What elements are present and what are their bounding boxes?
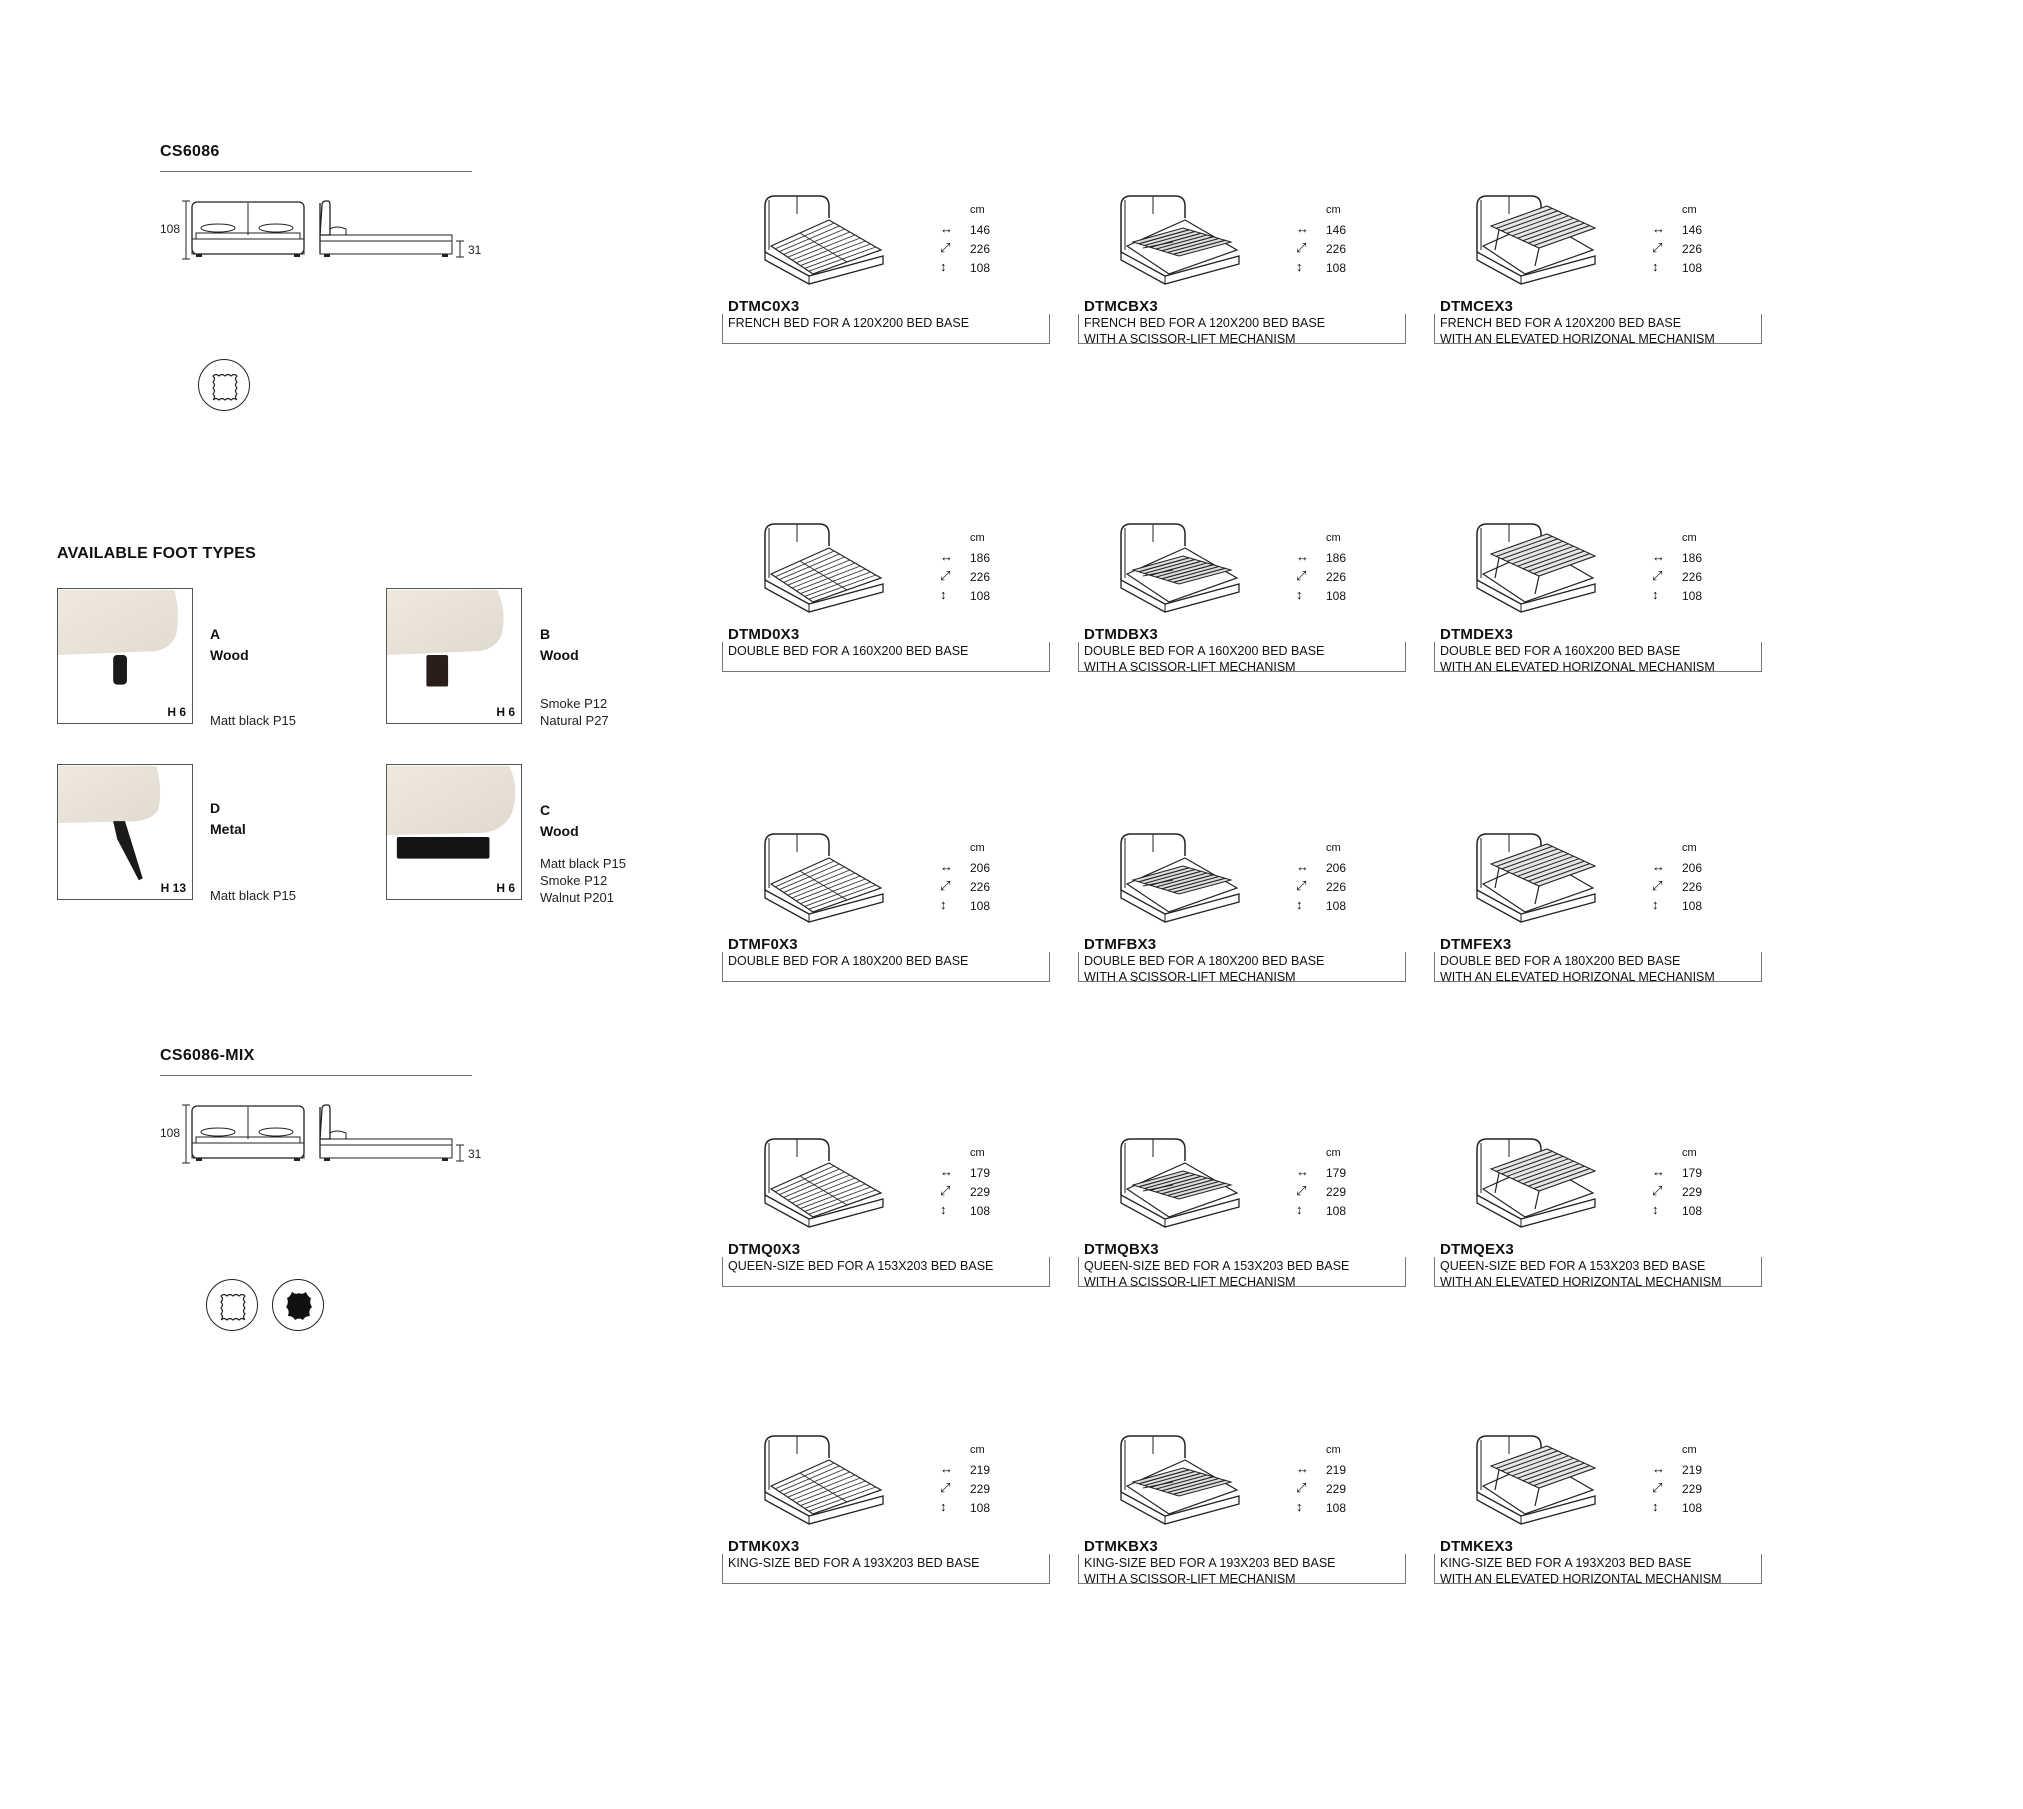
length-value: 229: [1326, 1185, 1347, 1199]
height-dimension: 108: [160, 1126, 181, 1140]
bed-drawing: [757, 518, 907, 623]
bed-description-line: WITH A SCISSOR-LIFT MECHANISM: [1084, 332, 1296, 346]
height-dimension: 108: [160, 222, 181, 236]
bed-card-dtmqex3: [1434, 1133, 1764, 1308]
bed-description-line: DOUBLE BED FOR A 160X200 BED BASE: [1084, 644, 1325, 658]
width-arrow-icon: ↔: [1296, 221, 1309, 236]
dimension-unit: cm: [1326, 842, 1341, 854]
dimension-width: [1652, 859, 1722, 877]
dimension-width: [1652, 1461, 1722, 1479]
length-arrow-icon: ⤢: [940, 1183, 951, 1198]
height-value: 108: [1326, 899, 1347, 913]
bed-code: DTMF0X3: [728, 936, 798, 953]
bed-code: DTMDEX3: [1440, 626, 1514, 643]
foot-image-c: [386, 764, 522, 900]
length-value: 226: [1682, 242, 1703, 256]
height-value: 108: [1682, 1501, 1703, 1515]
width-arrow-icon: ↔: [1652, 549, 1665, 564]
fabric-icon: [206, 1279, 258, 1331]
width-value: 186: [970, 551, 991, 565]
dimension-unit: cm: [1326, 1147, 1341, 1159]
length-value: 229: [970, 1482, 991, 1496]
width-arrow-icon: ↔: [1652, 221, 1665, 236]
height-value: 108: [1326, 589, 1347, 603]
dimension-width: [940, 221, 1010, 239]
bed-description: [1078, 1257, 1406, 1287]
bed-drawing: [1469, 828, 1619, 933]
dimension-unit: cm: [970, 204, 985, 216]
bed-description-line: WITH A SCISSOR-LIFT MECHANISM: [1084, 970, 1296, 984]
dimension-length: [1652, 240, 1722, 258]
model-drawing-cs6086: [158, 195, 478, 270]
bed-description: [722, 952, 1050, 982]
foot-finish: [540, 855, 626, 906]
bed-code: DTMKBX3: [1084, 1538, 1158, 1555]
length-value: 226: [1326, 880, 1347, 894]
model-divider: [160, 1075, 472, 1076]
foot-material: Wood: [540, 823, 579, 839]
dimension-width: [1296, 1461, 1366, 1479]
height-arrow-icon: ↕: [1296, 1499, 1303, 1514]
bed-description: [1434, 314, 1762, 344]
length-arrow-icon: ⤢: [1652, 1183, 1663, 1198]
dimension-height: [940, 259, 1010, 277]
bed-description: [1434, 1257, 1762, 1287]
foot-types-heading: AVAILABLE FOOT TYPES: [57, 545, 256, 562]
dimension-width: [1296, 859, 1366, 877]
fabric-icon: [198, 359, 250, 411]
bed-drawing: [757, 1430, 907, 1535]
width-arrow-icon: ↔: [1296, 549, 1309, 564]
bed-code: DTMCBX3: [1084, 298, 1158, 315]
bed-description-line: DOUBLE BED FOR A 180X200 BED BASE: [728, 954, 969, 968]
foot-material: Wood: [210, 647, 249, 663]
width-value: 206: [970, 861, 991, 875]
model-title-cs6086: CS6086: [160, 143, 220, 160]
width-arrow-icon: ↔: [940, 549, 953, 564]
dimension-length: [940, 240, 1010, 258]
dimension-length: [1652, 568, 1722, 586]
dimension-height: [1652, 1499, 1722, 1517]
foot-finish: Matt black P15: [210, 713, 296, 728]
dimension-unit: cm: [970, 532, 985, 544]
height-arrow-icon: ↕: [940, 1499, 947, 1514]
dimension-height: [1296, 1499, 1366, 1517]
bed-drawing: [757, 1133, 907, 1238]
dimension-height: [1652, 259, 1722, 277]
bed-card-dtmdex3: [1434, 518, 1764, 693]
bed-description-line: FRENCH BED FOR A 120X200 BED BASE: [1084, 316, 1326, 330]
dimension-height: [1652, 897, 1722, 915]
length-arrow-icon: ⤢: [1652, 568, 1663, 583]
dimension-unit: cm: [970, 842, 985, 854]
bed-code: DTMQEX3: [1440, 1241, 1514, 1258]
bed-drawing: [1469, 518, 1619, 623]
height-arrow-icon: ↕: [940, 1202, 947, 1217]
dimension-length: [1652, 878, 1722, 896]
length-arrow-icon: ⤢: [1652, 1480, 1663, 1495]
bed-code: DTMD0X3: [728, 626, 800, 643]
length-value: 226: [1682, 880, 1703, 894]
dimension-unit: cm: [1682, 532, 1697, 544]
height-value: 108: [970, 1204, 991, 1218]
dimension-unit: cm: [1326, 204, 1341, 216]
width-arrow-icon: ↔: [940, 221, 953, 236]
dimension-unit: cm: [970, 1147, 985, 1159]
bed-description-line: WITH AN ELEVATED HORIZONAL MECHANISM: [1440, 660, 1715, 674]
width-value: 146: [970, 223, 991, 237]
dimension-width: [940, 859, 1010, 877]
width-arrow-icon: ↔: [940, 859, 953, 874]
dimension-length: [940, 568, 1010, 586]
length-value: 229: [1326, 1482, 1347, 1496]
width-value: 219: [970, 1463, 991, 1477]
height-arrow-icon: ↕: [1296, 587, 1303, 602]
height-value: 108: [1682, 261, 1703, 275]
length-value: 226: [970, 880, 991, 894]
dimension-length: [940, 1183, 1010, 1201]
dimension-width: [940, 549, 1010, 567]
bed-description-line: WITH AN ELEVATED HORIZONAL MECHANISM: [1440, 970, 1715, 984]
height-value: 108: [1326, 261, 1347, 275]
foot-image-d: [57, 764, 193, 900]
foot-letter: D: [210, 800, 221, 816]
dimension-length: [1652, 1480, 1722, 1498]
width-arrow-icon: ↔: [1296, 1164, 1309, 1179]
length-arrow-icon: ⤢: [940, 568, 951, 583]
bed-code: DTMQBX3: [1084, 1241, 1159, 1258]
length-arrow-icon: ⤢: [1296, 240, 1307, 255]
bed-drawing: [1113, 518, 1263, 623]
bed-card-dtmkbx3: [1078, 1430, 1408, 1605]
bed-card-dtmk0x3: [722, 1430, 1052, 1605]
length-value: 229: [1682, 1185, 1703, 1199]
height-arrow-icon: ↕: [1652, 1202, 1659, 1217]
dimension-height: [1652, 587, 1722, 605]
bed-code: DTMQ0X3: [728, 1241, 801, 1258]
length-value: 226: [1682, 570, 1703, 584]
dimension-unit: cm: [1326, 1444, 1341, 1456]
length-arrow-icon: ⤢: [1296, 1480, 1307, 1495]
length-value: 226: [1326, 570, 1347, 584]
model-drawing-cs6086-mix: [158, 1099, 478, 1174]
bed-description-line: WITH AN ELEVATED HORIZONTAL MECHANISM: [1440, 1275, 1722, 1289]
bed-description: [722, 642, 1050, 672]
bed-description: [722, 314, 1050, 344]
dimension-width: [1652, 1164, 1722, 1182]
dimension-width: [940, 1164, 1010, 1182]
bed-card-dtmq0x3: [722, 1133, 1052, 1308]
dimension-width: [1296, 1164, 1366, 1182]
bed-description: [1078, 1554, 1406, 1584]
dimension-length: [1296, 1183, 1366, 1201]
foot-height-label: H 6: [496, 705, 515, 719]
bed-description: [1434, 1554, 1762, 1584]
bed-description: [1078, 314, 1406, 344]
height-arrow-icon: ↕: [1296, 897, 1303, 912]
model-divider: [160, 171, 472, 172]
length-value: 226: [970, 570, 991, 584]
width-value: 206: [1326, 861, 1347, 875]
width-value: 179: [1682, 1166, 1703, 1180]
length-arrow-icon: ⤢: [940, 1480, 951, 1495]
foot-image-a: [57, 588, 193, 724]
bed-description-line: WITH AN ELEVATED HORIZONAL MECHANISM: [1440, 332, 1715, 346]
height-value: 108: [1326, 1501, 1347, 1515]
bed-drawing: [1113, 828, 1263, 933]
dimension-length: [1296, 1480, 1366, 1498]
height-value: 108: [1682, 589, 1703, 603]
height-arrow-icon: ↕: [940, 587, 947, 602]
foot-finish-line: Natural P27: [540, 713, 609, 728]
bed-card-dtmcbx3: [1078, 190, 1408, 365]
dimension-unit: cm: [1682, 204, 1697, 216]
dimension-width: [940, 1461, 1010, 1479]
height-value: 108: [970, 589, 991, 603]
bed-description: [1434, 642, 1762, 672]
bed-code: DTMKEX3: [1440, 1538, 1514, 1555]
width-arrow-icon: ↔: [1296, 1461, 1309, 1476]
bed-description-line: DOUBLE BED FOR A 160X200 BED BASE: [728, 644, 969, 658]
dimension-length: [1296, 240, 1366, 258]
dimension-height: [1652, 1202, 1722, 1220]
bed-code: DTMK0X3: [728, 1538, 800, 1555]
bed-description-line: DOUBLE BED FOR A 180X200 BED BASE: [1440, 954, 1681, 968]
bed-drawing: [1469, 1133, 1619, 1238]
height-value: 108: [970, 1501, 991, 1515]
height-value: 108: [970, 261, 991, 275]
length-arrow-icon: ⤢: [1296, 568, 1307, 583]
dimension-height: [1296, 897, 1366, 915]
foot-image-b: [386, 588, 522, 724]
bed-description: [722, 1554, 1050, 1584]
foot-letter: B: [540, 626, 551, 642]
bed-description-line: WITH A SCISSOR-LIFT MECHANISM: [1084, 660, 1296, 674]
base-dimension: 31: [468, 1147, 482, 1161]
bed-description-line: QUEEN-SIZE BED FOR A 153X203 BED BASE: [1440, 1259, 1706, 1273]
bed-card-dtmfbx3: [1078, 828, 1408, 1003]
foot-height-label: H 6: [496, 881, 515, 895]
width-value: 179: [970, 1166, 991, 1180]
bed-drawing: [757, 828, 907, 933]
width-value: 146: [1326, 223, 1347, 237]
base-dimension: 31: [468, 243, 482, 257]
length-value: 229: [1682, 1482, 1703, 1496]
width-value: 179: [1326, 1166, 1347, 1180]
dimension-length: [940, 878, 1010, 896]
dimension-unit: cm: [1682, 1147, 1697, 1159]
dimension-width: [1296, 549, 1366, 567]
width-value: 186: [1682, 551, 1703, 565]
foot-height-label: H 6: [167, 705, 186, 719]
height-arrow-icon: ↕: [1652, 587, 1659, 602]
length-arrow-icon: ⤢: [1652, 240, 1663, 255]
bed-description-line: KING-SIZE BED FOR A 193X203 BED BASE: [1084, 1556, 1336, 1570]
bed-code: DTMDBX3: [1084, 626, 1158, 643]
width-arrow-icon: ↔: [1296, 859, 1309, 874]
height-value: 108: [1682, 899, 1703, 913]
bed-card-dtmcex3: [1434, 190, 1764, 365]
height-arrow-icon: ↕: [1296, 1202, 1303, 1217]
width-arrow-icon: ↔: [1652, 859, 1665, 874]
bed-card-dtmc0x3: [722, 190, 1052, 365]
dimension-length: [940, 1480, 1010, 1498]
length-arrow-icon: ⤢: [940, 240, 951, 255]
width-value: 206: [1682, 861, 1703, 875]
bed-description: [1078, 952, 1406, 982]
height-arrow-icon: ↕: [940, 259, 947, 274]
bed-card-dtmkex3: [1434, 1430, 1764, 1605]
bed-description: [1434, 952, 1762, 982]
dimension-unit: cm: [1682, 842, 1697, 854]
foot-finish: [540, 695, 609, 729]
bed-description-line: QUEEN-SIZE BED FOR A 153X203 BED BASE: [1084, 1259, 1350, 1273]
width-arrow-icon: ↔: [1652, 1164, 1665, 1179]
length-value: 229: [970, 1185, 991, 1199]
height-arrow-icon: ↕: [1652, 1499, 1659, 1514]
foot-material: Wood: [540, 647, 579, 663]
dimension-height: [940, 1202, 1010, 1220]
foot-height-label: H 13: [160, 881, 186, 895]
width-arrow-icon: ↔: [940, 1164, 953, 1179]
bed-card-dtmqbx3: [1078, 1133, 1408, 1308]
height-arrow-icon: ↕: [1652, 259, 1659, 274]
bed-card-dtmdbx3: [1078, 518, 1408, 693]
foot-finish: Matt black P15: [210, 888, 296, 903]
dimension-unit: cm: [1326, 532, 1341, 544]
bed-description-line: WITH A SCISSOR-LIFT MECHANISM: [1084, 1275, 1296, 1289]
dimension-height: [940, 897, 1010, 915]
width-value: 146: [1682, 223, 1703, 237]
model-title-cs6086-mix: CS6086-MIX: [160, 1047, 255, 1064]
dimension-width: [1652, 549, 1722, 567]
width-value: 219: [1326, 1463, 1347, 1477]
bed-drawing: [1469, 1430, 1619, 1535]
height-arrow-icon: ↕: [1296, 259, 1303, 274]
bed-drawing: [1113, 1133, 1263, 1238]
bed-drawing: [757, 190, 907, 295]
dimension-length: [1296, 878, 1366, 896]
dimension-height: [1296, 1202, 1366, 1220]
bed-code: DTMFBX3: [1084, 936, 1157, 953]
width-arrow-icon: ↔: [1652, 1461, 1665, 1476]
dimension-height: [1296, 259, 1366, 277]
bed-description-line: FRENCH BED FOR A 120X200 BED BASE: [1440, 316, 1682, 330]
length-value: 226: [1326, 242, 1347, 256]
leather-icon: [272, 1279, 324, 1331]
dimension-height: [1296, 587, 1366, 605]
dimension-unit: cm: [970, 1444, 985, 1456]
foot-finish-line: Walnut P201: [540, 890, 614, 905]
foot-letter: A: [210, 626, 221, 642]
bed-drawing: [1469, 190, 1619, 295]
bed-description-line: DOUBLE BED FOR A 180X200 BED BASE: [1084, 954, 1325, 968]
width-arrow-icon: ↔: [940, 1461, 953, 1476]
bed-code: DTMFEX3: [1440, 936, 1512, 953]
dimension-height: [940, 1499, 1010, 1517]
bed-description-line: DOUBLE BED FOR A 160X200 BED BASE: [1440, 644, 1681, 658]
bed-description-line: FRENCH BED FOR A 120X200 BED BASE: [728, 316, 970, 330]
bed-description-line: QUEEN-SIZE BED FOR A 153X203 BED BASE: [728, 1259, 994, 1273]
length-value: 226: [970, 242, 991, 256]
height-value: 108: [1682, 1204, 1703, 1218]
dimension-width: [1296, 221, 1366, 239]
length-arrow-icon: ⤢: [1652, 878, 1663, 893]
height-arrow-icon: ↕: [940, 897, 947, 912]
bed-card-dtmf0x3: [722, 828, 1052, 1003]
foot-finish-line: Matt black P15: [540, 856, 626, 871]
dimension-height: [940, 587, 1010, 605]
bed-description-line: KING-SIZE BED FOR A 193X203 BED BASE: [1440, 1556, 1692, 1570]
dimension-length: [1652, 1183, 1722, 1201]
dimension-unit: cm: [1682, 1444, 1697, 1456]
bed-description: [1078, 642, 1406, 672]
length-arrow-icon: ⤢: [940, 878, 951, 893]
length-arrow-icon: ⤢: [1296, 1183, 1307, 1198]
foot-finish-line: Smoke P12: [540, 696, 608, 711]
bed-code: DTMC0X3: [728, 298, 800, 315]
height-value: 108: [970, 899, 991, 913]
height-value: 108: [1326, 1204, 1347, 1218]
width-value: 186: [1326, 551, 1347, 565]
bed-drawing: [1113, 1430, 1263, 1535]
foot-material: Metal: [210, 821, 246, 837]
bed-description: [722, 1257, 1050, 1287]
bed-code: DTMCEX3: [1440, 298, 1514, 315]
bed-description-line: WITH A SCISSOR-LIFT MECHANISM: [1084, 1572, 1296, 1586]
width-value: 219: [1682, 1463, 1703, 1477]
bed-description-line: WITH AN ELEVATED HORIZONTAL MECHANISM: [1440, 1572, 1722, 1586]
bed-description-line: KING-SIZE BED FOR A 193X203 BED BASE: [728, 1556, 980, 1570]
bed-card-dtmd0x3: [722, 518, 1052, 693]
bed-drawing: [1113, 190, 1263, 295]
length-arrow-icon: ⤢: [1296, 878, 1307, 893]
height-arrow-icon: ↕: [1652, 897, 1659, 912]
dimension-width: [1652, 221, 1722, 239]
foot-letter: C: [540, 802, 551, 818]
bed-card-dtmfex3: [1434, 828, 1764, 1003]
dimension-length: [1296, 568, 1366, 586]
foot-finish-line: Smoke P12: [540, 873, 608, 888]
